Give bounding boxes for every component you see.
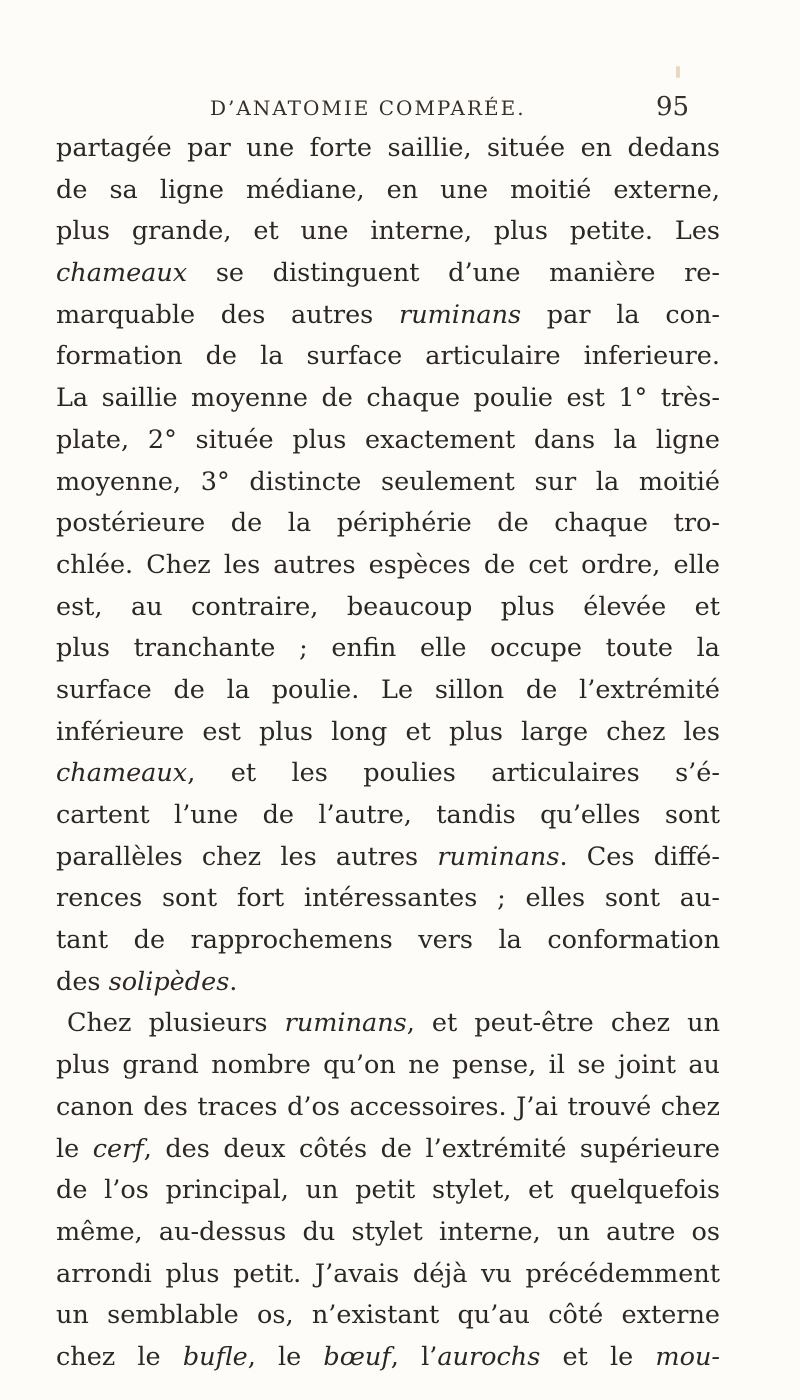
- text-line: cartent l’une de l’autre, tandis qu’elles sont: [56, 800, 720, 830]
- text-line: arrondi plus petit. J’avais déjà vu précédemment: [56, 1258, 720, 1289]
- italic-term: cerf: [92, 1133, 144, 1164]
- body-text: [56, 128, 720, 1379]
- italic-term: ruminans: [399, 299, 522, 330]
- text-line: inférieure est plus long et plus large chez les: [56, 716, 720, 747]
- text-line: formation de la surface articulaire inferieure.: [56, 341, 720, 372]
- text-line: marquable des autres ruminans par la con-: [56, 299, 720, 330]
- italic-term: chameaux: [56, 258, 188, 289]
- paper-stain: [676, 66, 680, 78]
- italic-term: solipèdes: [108, 966, 230, 997]
- text-line: de sa ligne médiane, en une moitié externe,: [56, 174, 720, 205]
- text-line: chez le bufle, le bœuf, l’aurochs et le mou-: [56, 1341, 720, 1372]
- italic-term: ruminans: [437, 841, 560, 872]
- text-line: tant de rapprochemens vers la conformation: [56, 925, 720, 956]
- italic-term: mou-: [655, 1341, 720, 1372]
- text-line: même, au-dessus du stylet interne, un autre os: [56, 1216, 720, 1247]
- text-line: chameaux, et les poulies articulaires s’é-: [56, 758, 720, 789]
- italic-term: aurochs: [437, 1341, 541, 1372]
- text-line: La saillie moyenne de chaque poulie est 1° très-: [56, 383, 720, 414]
- text-line: plus grande, et une interne, plus petite. Les: [56, 216, 720, 247]
- italic-term: ruminans: [284, 1008, 407, 1039]
- text-line: rences sont fort intéressantes ; elles sont au-: [56, 883, 720, 914]
- text-line: plus grand nombre qu’on ne pense, il se joint au: [56, 1050, 720, 1081]
- italic-term: chameaux: [56, 758, 188, 789]
- italic-term: bufle: [182, 1341, 248, 1372]
- text-line: plus tranchante ; enfin elle occupe toute la: [56, 633, 720, 664]
- text-line: de l’os principal, un petit stylet, et quelquefois: [56, 1175, 720, 1206]
- text-line: partagée par une forte saillie, située en dedans: [56, 133, 720, 163]
- running-title: D’ANATOMIE COMPARÉE.: [210, 96, 526, 120]
- italic-term: bœuf: [323, 1341, 391, 1372]
- text-line: chlée. Chez les autres espèces de cet ordre, elle: [56, 549, 720, 580]
- text-line: canon des traces d’os accessoires. J’ai trouvé chez: [56, 1091, 720, 1122]
- text-line: est, au contraire, beaucoup plus élevée et: [56, 591, 720, 622]
- text-line: des solipèdes.: [56, 966, 238, 997]
- page-header: [0, 92, 800, 132]
- text-line: parallèles chez les autres ruminans. Ces diffé-: [56, 841, 720, 872]
- text-line: chameaux se distinguent d’une manière re-: [56, 258, 720, 289]
- text-line: surface de la poulie. Le sillon de l’extrémité: [56, 674, 720, 705]
- text-line: un semblable os, n’existant qu’au côté externe: [56, 1300, 720, 1331]
- text-line: le cerf, des deux côtés de l’extrémité supérieure: [56, 1133, 720, 1164]
- text-line: Chez plusieurs ruminans, et peut-être chez un: [67, 1008, 721, 1039]
- text-line: plate, 2° située plus exactement dans la ligne: [56, 424, 720, 455]
- page-number: 95: [656, 92, 690, 122]
- text-line: postérieure de la périphérie de chaque tro-: [56, 508, 720, 539]
- text-line: moyenne, 3° distincte seulement sur la moitié: [56, 466, 720, 497]
